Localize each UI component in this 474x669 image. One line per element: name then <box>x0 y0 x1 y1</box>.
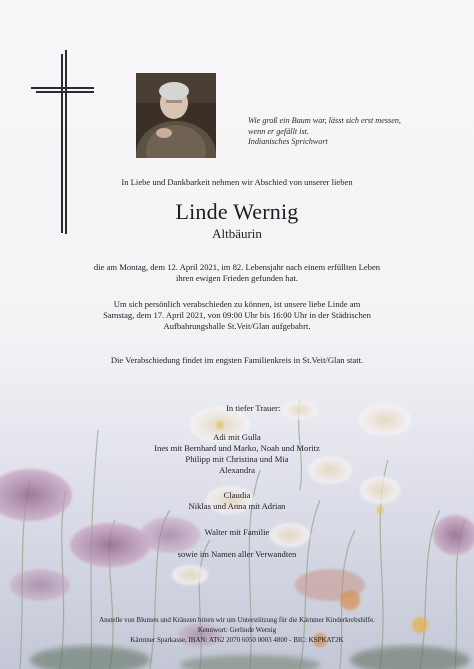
footer-line: Anstelle von Blumen und Kränzen bitten wir um Unterstützung für die Kärntner Kinderkrebshilfe. <box>99 616 375 624</box>
quote-line: wenn er gefällt ist. <box>248 126 309 136</box>
footer-line: Kärntner Sparkasse, IBAN: AT62 2070 6050 0003 4800 - BIC: KSPKAT2K <box>130 636 344 644</box>
footer-block <box>0 615 474 645</box>
family-line: Claudia <box>223 490 251 500</box>
paragraph-line: Aufbahrungshalle St.Veit/Glan aufgebahrt. <box>163 321 311 331</box>
family-line: Ines mit Bernhard und Marko, Noah und Moritz <box>154 443 320 453</box>
deceased-name: Linde Wernig <box>175 199 299 224</box>
mourning-label: In tiefer Trauer: <box>226 403 281 413</box>
paragraph-line: die am Montag, dem 12. April 2021, im 82. Lebensjahr nach einem erfüllten Leben <box>93 262 381 272</box>
family-line: Niklas und Anna mit Adrian <box>188 501 286 511</box>
paragraph-line: Samstag, dem 17. April 2021, von 09:00 Uhr bis 16:00 Uhr in der Städtischen <box>103 310 371 320</box>
family-group-3: Walter mit Familie <box>204 527 270 537</box>
family-group-1 <box>0 432 474 476</box>
family-line: Adi mit Gulla <box>213 432 261 442</box>
quote-source: Indianisches Sprichwort <box>248 137 328 146</box>
viewing-paragraph <box>0 299 474 332</box>
portrait-image <box>136 73 216 158</box>
portrait-photo <box>136 73 216 158</box>
deceased-title: Altbäurin <box>212 226 262 241</box>
family-line: Philipp mit Christina und Mia <box>185 454 289 464</box>
family-group-2 <box>0 490 474 512</box>
footer-line: Kennwort: Gerlinde Wernig <box>197 626 277 634</box>
family-line: Alexandra <box>219 465 255 475</box>
quote-block <box>248 116 448 148</box>
quote-line: Wie groß ein Baum war, lässt sich erst messen, <box>248 116 401 125</box>
family-group-4: sowie im Namen aller Verwandten <box>177 549 297 559</box>
death-notice-paragraph <box>0 262 474 284</box>
intro-text: In Liebe und Dankbarkeit nehmen wir Abschied von unserer lieben <box>121 177 353 187</box>
farewell-paragraph: Die Verabschiedung findet im engsten Familienkreis in St.Veit/Glan statt. <box>110 355 364 365</box>
paragraph-line: Um sich persönlich verabschieden zu können, ist unsere liebe Linde am <box>113 299 361 309</box>
paragraph-line: ihren ewigen Frieden gefunden hat. <box>176 273 298 283</box>
